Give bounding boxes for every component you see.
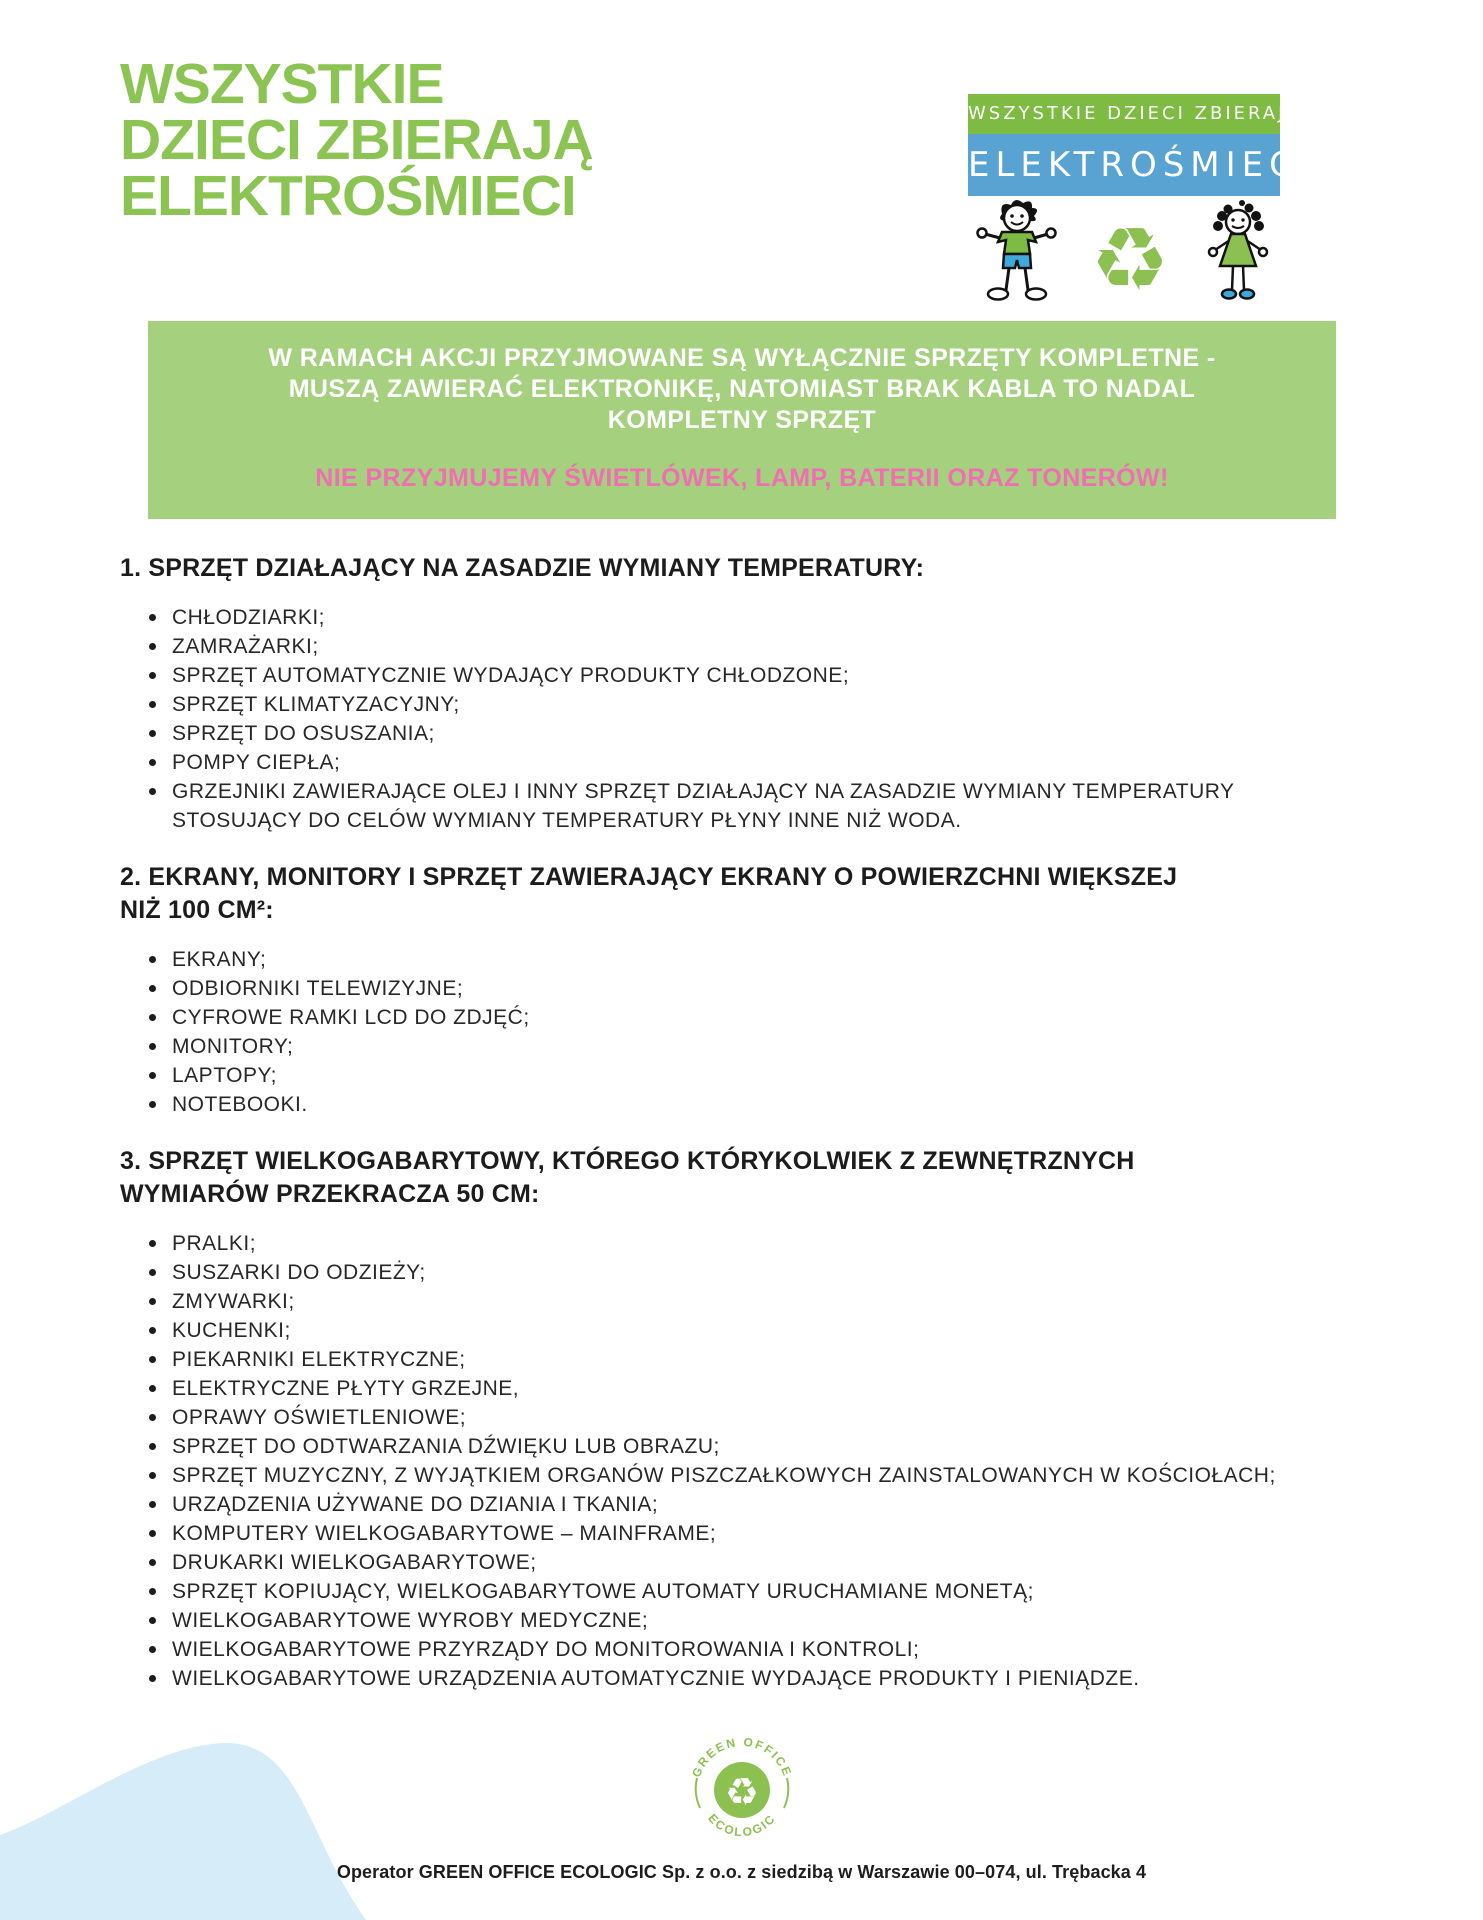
recycle-icon: ♻ [724,1770,760,1814]
recycle-icon: ♻ [1090,208,1170,311]
list-item: SUSZARKI DO ODZIEŻY; [172,1258,1368,1287]
list-item: PRALKI; [172,1229,1368,1258]
list-item: NOTEBOOKI. [172,1090,1368,1119]
page-title-line1: WSZYSTKIE [120,52,444,116]
list-item: SPRZĘT MUZYCZNY, Z WYJĄTKIEM ORGANÓW PISZCZAŁKOWYCH ZAINSTALOWANYCH W KOŚCIOŁACH; [172,1461,1368,1490]
eco-logo-arc-top-label: GREEN OFFICE [689,1734,795,1780]
sections [120,552,1368,1719]
section-2-list [120,945,1368,1119]
list-item: CYFROWE RAMKI LCD DO ZDJĘĆ; [172,1003,1368,1032]
list-item: URZĄDZENIA UŻYWANE DO DZIANIA I TKANIA; [172,1490,1368,1519]
list-item: KUCHENKI; [172,1316,1368,1345]
list-item: SPRZĘT AUTOMATYCZNIE WYDAJĄCY PRODUKTY CHŁODZONE; [172,661,1368,690]
list-item: ODBIORNIKI TELEWIZYJNE; [172,974,1368,1003]
boy-drawing-icon [974,198,1058,308]
section-3 [120,1145,1368,1693]
warning-text: NIE PRZYJMUJEMY ŚWIETLÓWEK, LAMP, BATERII ORAZ TONERÓW! [315,464,1169,492]
operator-footer-text: Operator GREEN OFFICE ECOLOGIC Sp. z o.o. z siedzibą w Warszawie 00–074, ul. Trębacka 4 [336,1862,1147,1882]
wave-decoration [0,1720,400,1920]
notice-banner [148,321,1336,519]
list-item: KOMPUTERY WIELKOGABARYTOWE – MAINFRAME; [172,1519,1368,1548]
list-item: WIELKOGABARYTOWE URZĄDZENIA AUTOMATYCZNIE WYDAJĄCE PRODUKTY I PIENIĄDZE. [172,1664,1368,1693]
section-2 [120,861,1368,1119]
list-item: SPRZĘT KLIMATYZACYJNY; [172,690,1368,719]
list-item: GRZEJNIKI ZAWIERAJĄCE OLEJ I INNY SPRZĘT DZIAŁAJĄCY NA ZASADZIE WYMIANY TEMPERATURY STOSUJĄCY DO CELÓW WYMIANY TEMPERATURY PŁYNY INNE NIŻ WODA. [172,777,1368,835]
page-title [120,52,593,228]
campaign-logo-figures [968,198,1280,311]
list-item: EKRANY; [172,945,1368,974]
section-2-heading: 2. EKRANY, MONITORY I SPRZĘT ZAWIERAJĄCY EKRANY O POWIERZCHNI WIĘKSZEJ NIŻ 100 CM²: [120,863,1178,924]
list-item: WIELKOGABARYTOWE WYROBY MEDYCZNE; [172,1606,1368,1635]
list-item: MONITORY; [172,1032,1368,1061]
list-item: LAPTOPY; [172,1061,1368,1090]
list-item: ELEKTRYCZNE PŁYTY GRZEJNE, [172,1374,1368,1403]
list-item: ZAMRAŻARKI; [172,632,1368,661]
notice-line1: W RAMACH AKCJI PRZYJMOWANE SĄ WYŁĄCZNIE SPRZĘTY KOMPLETNE - [268,344,1216,372]
section-3-list [120,1229,1368,1693]
green-office-ecologic-logo [686,1734,798,1850]
list-item: CHŁODZIARKI; [172,603,1368,632]
notice-banner-text [148,343,1336,436]
campaign-logo-bottom-bar: ELEKTROŚMIECI [968,134,1280,196]
list-item: DRUKARKI WIELKOGABARYTOWE; [172,1548,1368,1577]
campaign-logo-top-bar: WSZYSTKIE DZIECI ZBIERAJĄ [968,94,1280,134]
page-title-line2: DZIECI ZBIERAJĄ [120,108,593,172]
list-item: ZMYWARKI; [172,1287,1368,1316]
notice-line2: MUSZĄ ZAWIERAĆ ELEKTRONIKĘ, NATOMIAST BRAK KABLA TO NADAL [288,375,1196,403]
section-1-heading: 1. SPRZĘT DZIAŁAJĄCY NA ZASADZIE WYMIANY TEMPERATURY: [120,554,925,582]
list-item: WIELKOGABARYTOWE PRZYRZĄDY DO MONITOROWANIA I KONTROLI; [172,1635,1368,1664]
list-item: PIEKARNIKI ELEKTRYCZNE; [172,1345,1368,1374]
section-1-list [120,603,1368,835]
notice-line3: KOMPLETNY SPRZĘT [607,406,877,434]
list-item: SPRZĘT DO ODTWARZANIA DŹWIĘKU LUB OBRAZU; [172,1432,1368,1461]
campaign-logo [968,94,1315,311]
page-title-line3: ELEKTROŚMIECI [120,164,576,228]
section-1 [120,552,1368,835]
girl-drawing-icon [1202,200,1274,308]
list-item: POMPY CIEPŁA; [172,748,1368,777]
section-3-heading: 3. SPRZĘT WIELKOGABARYTOWY, KTÓREGO KTÓRYKOLWIEK Z ZEWNĘTRZNYCH WYMIARÓW PRZEKRACZA 50 CM: [120,1147,1135,1208]
list-item: SPRZĘT DO OSUSZANIA; [172,719,1368,748]
list-item: SPRZĘT KOPIUJĄCY, WIELKOGABARYTOWE AUTOMATY URUCHAMIANE MONETĄ; [172,1577,1368,1606]
eco-logo-arc-bottom-label: ECOLOGIC [705,1811,779,1840]
list-item: OPRAWY OŚWIETLENIOWE; [172,1403,1368,1432]
